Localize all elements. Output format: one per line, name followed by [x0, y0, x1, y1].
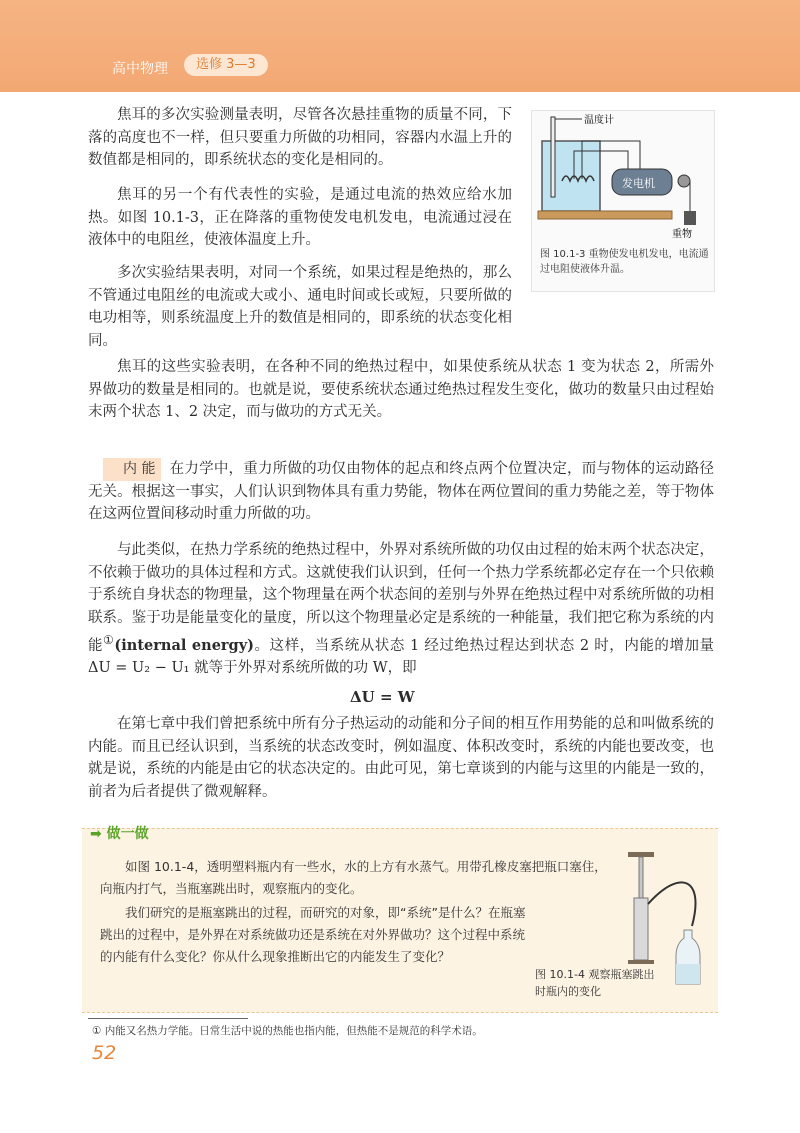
- page-header: [0, 0, 800, 92]
- figure-caption: 图 10.1-3 重物使发电机发电，电流通过电阻使液体升温。: [540, 249, 709, 275]
- paragraph-6b: 。这样，当系统从状态 1 经过绝热过程达到状态 2 时，内能的增加量 ΔU = U₂ − U₁ 就等于外界对系统所做的功 W，即: [88, 637, 715, 677]
- paragraph-4: 焦耳的这些实验表明，在各种不同的绝热过程中，如果使系统从状态 1 变为状态 2，所需外界做功的数量是相同的。也就是说，要使系统状态通过绝热过程发生变化，做功的数量只由过程始末两个状态 1、2 决定，而与做功的方式无关。: [88, 359, 714, 420]
- pump-handle: [628, 852, 654, 857]
- figure-10-1-3: [531, 110, 715, 292]
- paragraph-7: 在第七章中我们曾把系统中所有分子热运动的动能和分子间的相互作用势能的总和叫做系统的内能。而且已经认识到，当系统的状态改变时，例如温度、体积改变时，系统的内能也要改变，也就是说，系统的内能是由它的状态决定的。由此可见，第七章谈到的内能与这里的内能是一致的，前者为后者提供了微观解释。: [88, 716, 714, 800]
- paragraph-2: 焦耳的另一个有代表性的实验，是通过电流的热效应给水加热。如图 10.1-3，正在降落的重物使发电机发电，电流通过浸在液体中的电阻丝，使液体温度上升。: [88, 187, 512, 248]
- activity-paragraph-1: 如图 10.1-4，透明塑料瓶内有一些水，水的上方有水蒸气。用带孔橡皮塞把瓶口塞住，向瓶内打气，当瓶塞跳出时，观察瓶内的变化。: [100, 859, 607, 896]
- term-internal-energy: (internal energy): [114, 636, 254, 654]
- footnote-mark: ①: [103, 633, 115, 647]
- section-internal-energy: [88, 458, 714, 526]
- label-generator: 发电机: [622, 177, 655, 190]
- book-title: 高中物理: [112, 61, 168, 77]
- pump-cylinder: [634, 898, 648, 960]
- activity-figure-caption: 图 10.1-4 观察瓶塞跳出时瓶内的变化: [535, 968, 655, 998]
- footnote-rule: [88, 1018, 248, 1019]
- arrow-icon: ➡: [90, 826, 102, 842]
- activity-paragraph-2: 我们研究的是瓶塞跳出的过程，而研究的对象，即“系统”是什么？在瓶塞跳出的过程中，是外界在对系统做功还是系统在对外界做功？这个过程中系统的内能有什么变化？你从什么现象推断出它的内能发生了变化？: [100, 905, 526, 964]
- paragraph-6a: 与此类似，在热力学系统的绝热过程中，外界对系统所做的功仅由过程的始末两个状态决定，不依赖于做功的具体过程和方式。这就使我们认识到，任何一个热力学系统都必定存在一个只依赖于系统自身状态的物理量，这个物理量在两个状态间的差别与外界在绝热过程中对系统所做的功相联系。鉴于功是能量变化的量度，所以这个物理量必定是系统的一种能量，我们把它称为系统的内能: [88, 542, 714, 654]
- weight: [684, 211, 696, 225]
- page-number: 52: [92, 1042, 117, 1064]
- paragraph-5: 在力学中，重力所做的功仅由物体的起点和终点两个位置决定，而与物体的运动路径无关。根据这一事实，人们认识到物体具有重力势能，物体在两位置间的重力势能之差，等于物体在这两位置间移动时重力所做的功。: [88, 461, 714, 522]
- equation: ΔU = W: [350, 688, 415, 706]
- paragraph-3: 多次实验结果表明，对同一个系统，如果过程是绝热的，那么不管通过电阻丝的电流或大或小、通电时间或长或短，只要所做的电功相等，则系统温度上升的数值是相同的，即系统的状态变化相同。: [88, 265, 512, 349]
- base: [538, 211, 672, 219]
- label-weight: 重物: [672, 229, 692, 240]
- pump-hose: [648, 882, 696, 926]
- paragraph-6: [88, 539, 714, 680]
- footnote: ① 内能又名热力学能。日常生活中说的热能也指内能，但热能不是规范的科学术语。: [92, 1025, 483, 1037]
- activity-label: ➡ 做一做: [90, 826, 149, 842]
- label-thermometer: 温度计: [584, 115, 614, 126]
- volume-badge: 选修 3—3: [184, 54, 268, 76]
- generator-apparatus-diagram: [532, 111, 714, 241]
- thermometer: [551, 117, 555, 197]
- paragraph-1: 焦耳的多次实验测量表明，尽管各次悬挂重物的质量不同，下落的高度也不一样，但只要重力所做的功相同，容器内水温上升的数值都是相同的，即系统状态的变化是相同的。: [88, 107, 512, 168]
- section-title: 内 能: [103, 458, 162, 481]
